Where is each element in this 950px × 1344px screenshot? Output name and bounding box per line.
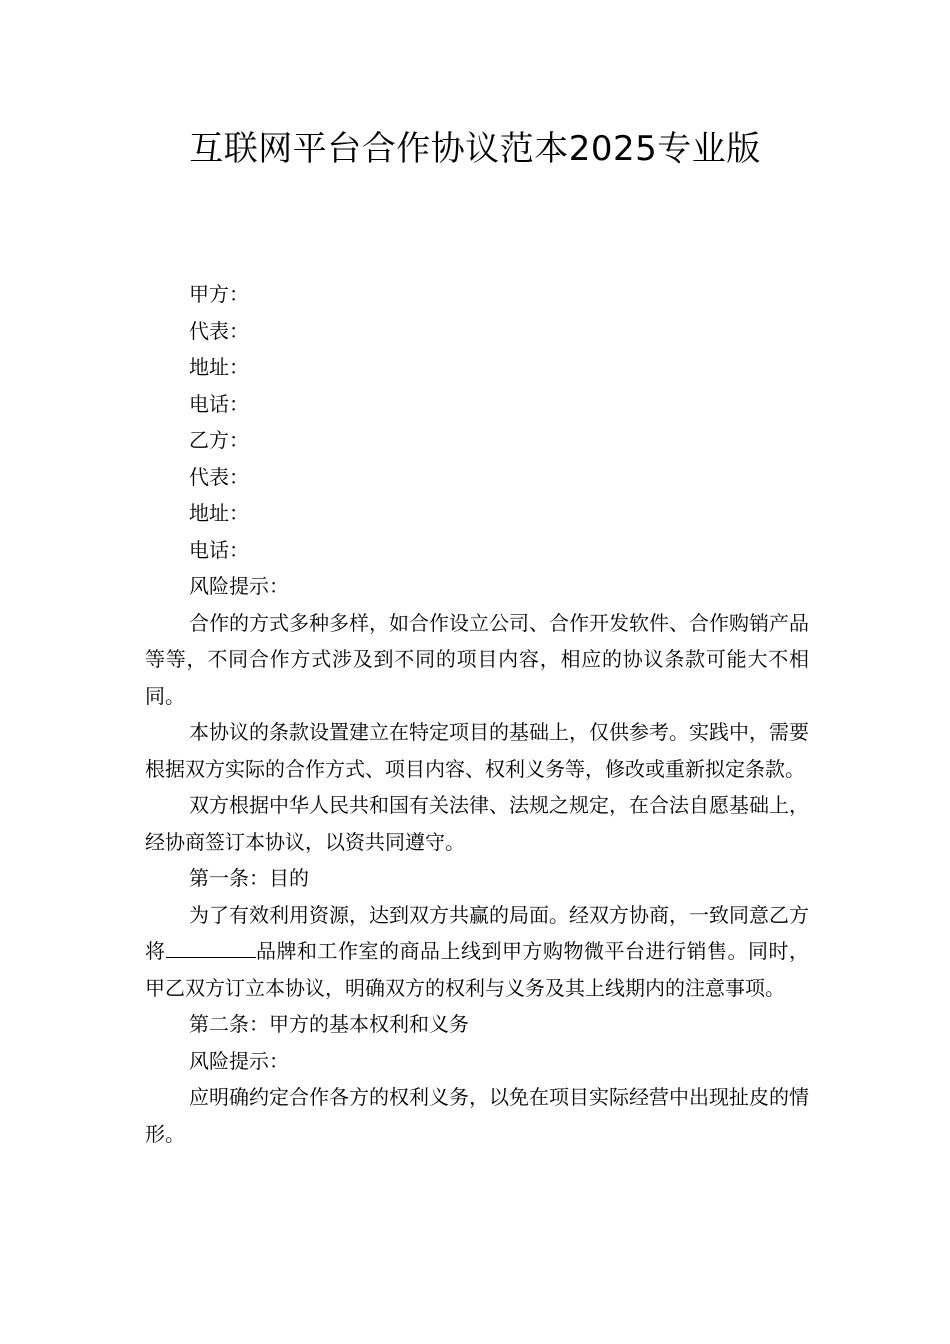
article-2-paragraph: 应明确约定合作各方的权利义务，以免在项目实际经营中出现扯皮的情形。 — [145, 1085, 809, 1146]
party-a-name-label: 甲方： — [189, 282, 249, 306]
legal-basis-paragraph: 双方根据中华人民共和国有关法律、法规之规定，在合法自愿基础上，经协商签订本协议，以资共同遵守。 — [145, 793, 809, 854]
article-1-heading: 第一条：目的 — [189, 866, 309, 890]
party-a-address-label: 地址： — [189, 355, 249, 379]
brand-name-blank — [166, 935, 256, 958]
cooperation-methods-paragraph: 合作的方式多种多样，如合作设立公司、合作开发软件、合作购销产品等等，不同合作方式涉及到不同的项目内容，相应的协议条款可能大不相同。 — [145, 610, 809, 708]
article-1-text-after-blank: 品牌和工作室的商品上线到甲方购物微平台进行销售。同时，甲乙双方订立本协议，明确双方的权利与义务及其上线期内的注意事项。 — [145, 939, 809, 1000]
party-b-phone-label: 电话： — [189, 537, 249, 562]
party-a-phone-label: 电话： — [189, 391, 249, 416]
party-b-name-label: 乙方： — [189, 428, 249, 452]
party-b-address-label: 地址： — [189, 501, 249, 525]
party-b-rep-label: 代表： — [189, 464, 249, 489]
article-2-risk-label: 风险提示： — [189, 1048, 289, 1073]
risk-notice-label: 风险提示： — [189, 574, 289, 598]
document-body — [145, 276, 809, 1152]
document-title: 互联网平台合作协议范本2025专业版 — [189, 129, 761, 169]
article-1-text-before-blank: 为了有效利用资源，达到双方共赢的局面。经双方协商，一致同意乙方将 — [145, 902, 809, 963]
party-a-rep-label: 代表： — [189, 318, 249, 343]
article-1-paragraph — [145, 897, 809, 1007]
terms-reference-paragraph: 本协议的条款设置建立在特定项目的基础上，仅供参考。实践中，需要根据双方实际的合作方式、项目内容、权利义务等，修改或重新拟定条款。 — [145, 720, 809, 781]
article-2-heading: 第二条：甲方的基本权利和义务 — [189, 1012, 469, 1036]
